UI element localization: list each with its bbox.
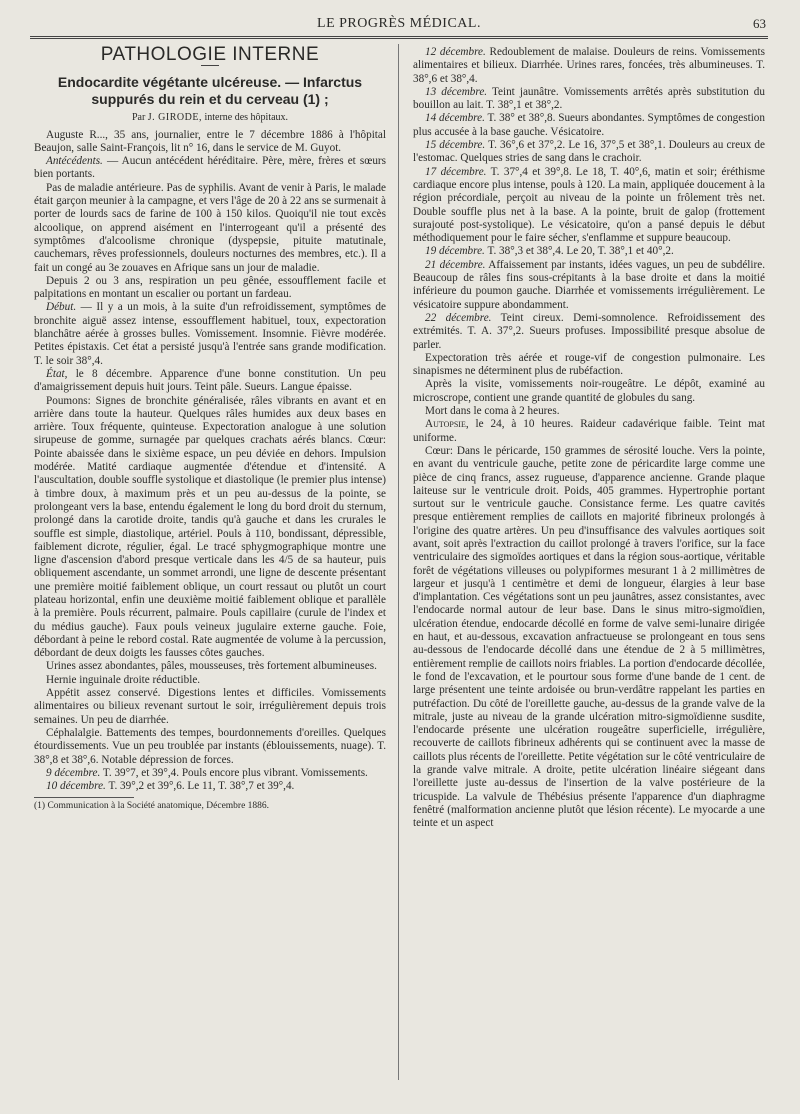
paragraph-text: T. 39°,2 et 39°,6. Le 11, T. 38°,7 et 39°,4.: [105, 780, 295, 793]
paragraph: [34, 301, 386, 367]
article-title: Endocardite végétante ulcéreuse. — Infarctus suppurés du rein et du cerveau (1) ;: [57, 74, 363, 108]
paragraph-lead: 14 décembre.: [425, 112, 485, 125]
paragraph: [413, 352, 765, 379]
left-column: [34, 46, 386, 1082]
paragraph-text: Cœur: Dans le péricarde, 150 grammes de sérosité louche. Vers la pointe, en avant du ventricule gauche, petite zone de péricardite large comme une pièce de cinq francs, assez rugueuse, d'apparence ancienne. Grande plaque laiteuse sur le ventricule droit. Poids, 405 grammes. Hypertrophie portant surtout sur le ventricule gauche. Consistance ferme. Les quatre cavités presque entièrement remplies de caillots en majorité fibrineux prolongés à l'origine des quatre artères. Un peu d'insuffisance des valvules aortiques soit avant, soit après l'extraction du caillot prolongé à travers l'orifice, sur la face ventriculaire des sigmoïdes aortiques et dans la région sous-aortique, véritable forêt de végétations villeuses ou polypiformes mesurant 1 à 2 millimètres de largeur et jusqu'à 1 centimètre et demi de longueur, élargies à leur base d'implantation. Ces végétations sont un peu jaunâtres, assez consistantes, avec l'endocarde normal autour de leur base. Dans le sinus mitro-sigmoïdien, ulcération étendue, endocarde décollé en forme de valve semi-lunaire dirigée en haut, et au-dessous, excavation anfractueuse se prolongeant en tous sens au-dessous de l'endocarde décollé dans une étendue de 2 à 5 millimètres, entièrement remplie de caillots noirs friables. La portion d'endocarde décollée, le fond de l'excavation, et le pourtour sous forme d'une bande de 1 cent. de large présentent une teinte ardoisée ou brun-verdâtre rappelant les parties en putréfaction. Du côté de l'oreillette gauche, au-dessus de la grande valve de la mitrale, juste au niveau de la grande ulcération mitro-sigmoïdienne susdite, l'endocarde présente une ulcération rougeâtre superficielle, irrégulière, recouverte de caillots fibrineux adhérents qui se continuent avec la masse de caillots plus récents de l'oreillette. Petite végétation sur le côté ventriculaire de la grande valve mitrale. A droite, petite ulcération linéaire siégeant dans l'oreillette juste au-dessus de l'insertion de la valve postérieure de la tricuspide. La valvule de Thébésius présente l'apparence d'un diaphragme fenêtré (malformation ancienne plutôt que lésion récente). Le myocarde a une teinte et un aspect: [413, 444, 765, 830]
page-number: 63: [753, 16, 766, 31]
paragraph-text: T. 38°,3 et 38°,4. Le 20, T. 38°,1 et 40°,2.: [484, 245, 674, 258]
paragraph-text: Auguste R..., 35 ans, journalier, entre le 7 décembre 1886 à l'hôpital Beaujon, salle Saint-François, lit n° 16, dans le service de M. Guyot.: [34, 128, 386, 154]
paragraph-text: Teint cireux. Demi-somnolence. Refroidissement des extrémités. T. A. 37°,2. Sueurs profuses. Impossibilité presque absolue de parler.: [413, 311, 765, 351]
footnote: (1) Communication à la Société anatomique, Décembre 1886.: [34, 801, 270, 812]
paragraph-lead: 12 décembre.: [425, 46, 486, 58]
paragraph: [34, 395, 386, 661]
paragraph-lead: 9 décembre.: [46, 766, 101, 779]
right-body: [413, 46, 765, 831]
paragraph: [34, 780, 386, 793]
paragraph: [413, 166, 765, 246]
paragraph-text: Appétit assez conservé. Digestions lentes et difficiles. Vomissements alimentaires ou bilieux revenant surtout le soir, irrégulièrement depuis trois semaines. Un peu de diarrhée.: [34, 687, 386, 726]
paragraph-lead: 21 décembre.: [425, 258, 486, 271]
byline: [34, 111, 386, 124]
paragraph-text: T. 38° et 38°,8. Sueurs abondantes. Symptômes de congestion plus accusée à la base gauche. Vésicatoire.: [413, 112, 765, 138]
paragraph-lead: 10 décembre.: [46, 780, 106, 793]
paragraph: [413, 86, 765, 113]
paragraph-text: T. 39°7, et 39°,4. Pouls encore plus vibrant. Vomissements.: [100, 766, 368, 779]
paragraph-text: le 24, à 10 heures. Raideur cadavérique faible. Teint mat uniforme.: [413, 418, 765, 444]
paragraph-lead: 22 décembre.: [425, 311, 492, 324]
paragraph-text: Céphalalgie. Battements des tempes, bourdonnements d'oreilles. Quelques étourdissements. Vue un peu troublée par instants (éblouissements, nuage). T. 38°,8 et 38°,6. Notable dépression de forces.: [34, 726, 386, 766]
paragraph-text: Redoublement de malaise. Douleurs de reins. Vomissements alimentaires et bilieux. Diarrhée. Urines rares, foncées, très albumineuses. T. 38°,6 et 38°,4.: [413, 46, 765, 85]
paragraph-text: — Aucun antécédent héréditaire. Père, mère, frères et sœurs bien portants.: [34, 155, 386, 181]
paragraph: [34, 129, 386, 156]
page-header: [32, 14, 766, 36]
paragraph-lead: Antécédents.: [46, 155, 103, 168]
paragraph-text: Teint jaunâtre. Vomissements arrêtés après substitution du bouillon au lait. T. 38°,1 et 38°,2.: [413, 85, 765, 112]
paragraph: [413, 378, 765, 405]
paragraph-text: Après la visite, vomissements noir-rougeâtre. Le dépôt, examiné au microscrope, contient une grande quantité de globules du sang.: [413, 378, 765, 404]
paragraph-text: Poumons: Signes de bronchite généralisée, râles vibrants en avant et en arrière dans toute la hauteur. Quelques râles humides aux deux bases en arrière. Toux fréquente, quinteuse. Expectoration analogue à une solution sirupeuse de gomme, surnagée par quelques crachats aérés blancs. Cœur: Pointe abaissée dans le sixième espace, un peu déviée en dehors. Impulsion modérée. Matité cardiaque augmentée d'étendue et d'intensité. A l'auscultation, double souffle systolique et diastolique (le premier plus intense) à timbre doux, à maximum près et un peu au-dessus de la pointe, se prolongeant vers la base, entendu également le long du bord droit du sternum, prolongé dans la carotide droite, tandis qu'à gauche et dans les crurales le souffle est simple, diastolique, artériel. Pouls à 110, bondissant, dépressible, faiblement dicrote, régulier, égal. Le tracé sphygmographique montre une ligne d'ascension d'abord presque verticale dans les 4/5 de sa hauteur, puis obliquement ascendante, un sommet arrondi, une ligne de descente présentant une première moitié faiblement oblique, un court ressaut ou plutôt un court plateau horizontal, enfin une deuxième moitié faiblement oblique et parallèle à la première. Pouls récurrent, palmaire. Pouls capillaire (curule de l'index et du médius gauche). Faux pouls veineux jugulaire externe gauche. Foie, débordant à peine le rebord costal. Rate augmentée de volume à la percussion, débordant de deux doigts les fausses côtes gauches.: [34, 394, 386, 660]
paragraph: [34, 275, 386, 302]
header-rule: [30, 36, 768, 39]
paragraph: [413, 312, 765, 352]
paragraph: [34, 660, 386, 673]
paragraph: [413, 46, 765, 86]
paragraph: [413, 445, 765, 831]
paragraph: [34, 155, 386, 182]
paragraph: [34, 182, 386, 275]
section-rule: [201, 65, 219, 66]
paragraph: [413, 112, 765, 139]
paragraph-lead: 17 décembre.: [425, 165, 487, 178]
paragraph: [34, 767, 386, 780]
paragraph-lead: Début.: [46, 301, 77, 314]
paragraph-text: Pas de maladie antérieure. Pas de syphilis. Avant de venir à Paris, le malade était garçon meunier à la campagne, et vers l'âge de 20 à 22 ans se surmenait à porter de lourds sacs de farine de 100 à 150 kilos. Quoiqu'il nie tout excès alcoolique, on apprend aisément en l'interrogeant qu'il a présenté des symptômes d'alcoolisme chronique (dyspepsie, pituite matutinale, cauchemars, rêves professionnels, douleurs nocturnes des membres, etc.). Il a fait un congé au 3e zouaves en Afrique sans un jour de maladie.: [34, 181, 386, 274]
paragraph: [413, 245, 765, 258]
paragraph: [413, 405, 765, 418]
paragraph-text: Hernie inguinale droite réductible.: [46, 673, 201, 686]
paragraph-lead: 15 décembre.: [425, 139, 486, 152]
paragraph-text: Mort dans le coma à 2 heures.: [425, 405, 560, 418]
paragraph-text: le 8 décembre. Apparence d'une bonne constitution. Un peu d'amaigrissement depuis huit jours. Teint pâle. Sueurs. Langue épaisse.: [34, 367, 386, 394]
paragraph-text: Urines assez abondantes, pâles, mousseuses, très fortement albumineuses.: [46, 660, 377, 673]
paragraph-text: — Il y a un mois, à la suite d'un refroidissement, symptômes de bronchite aiguë assez intense, essoufflement habituel, toux, expectoration blanchâtre aérée à grosses bulles. Vomissement. Insomnie. Fièvre modérée. Petites épistaxis. Cet état a persisté jusqu'à l'entrée sans grande modification. T. le soir 38°,4.: [34, 301, 386, 367]
journal-title: LE PROGRÈS MÉDICAL.: [317, 16, 481, 31]
footnote-separator: [34, 797, 134, 798]
paragraph-text: T. 36°,6 et 37°,2. Le 16, 37°,5 et 38°,1. Douleurs au creux de l'estomac. Quelques stries de sang dans le crachoir.: [413, 139, 765, 165]
paragraph: [413, 418, 765, 445]
left-body: [34, 129, 386, 794]
paragraph-lead: État,: [46, 367, 68, 380]
paragraph: [34, 727, 386, 767]
author-role: interne des hôpitaux.: [204, 112, 289, 124]
paragraph-lead: 13 décembre.: [425, 85, 488, 98]
paragraph: [413, 259, 765, 312]
paragraph-text: Affaissement par instants, idées vagues, un peu de subdélire. Beaucoup de râles fins sous-crépitants à la base droite et dans la moitié inférieure du poumon gauche. Diarrhée et vomissements irrégulièrement. Le vésicatoire suppure abondamment.: [413, 258, 765, 311]
byline-prefix: Par: [131, 112, 146, 124]
paragraph: [34, 368, 386, 395]
paragraph-text: Expectoration très aérée et rouge-vif de congestion pulmonaire. Les sinapismes ne déterminent plus de rubéfaction.: [413, 351, 765, 378]
paragraph-lead: 19 décembre.: [425, 245, 485, 258]
right-column: [413, 46, 765, 1086]
paragraph: [34, 687, 386, 727]
section-heading: PATHOLOGIE INTERNE: [100, 46, 320, 65]
paragraph-text: Depuis 2 ou 3 ans, respiration un peu gênée, essoufflement facile et palpitations en montant un escalier ou portant un fardeau.: [34, 274, 386, 301]
paragraph-text: T. 37°,4 et 39°,8. Le 18, T. 40°,6, matin et soir; éréthisme cardiaque encore plus intense, pouls à 120. La main, appliquée doucement à la région précordiale, perçoit au niveau de la pointe un frôlement très net. Double souffle plus net à la base. A la pointe, bruit de galop (frottement surajouté post-systolique). Le vésicatoire, qu'on a pansé depuis le début méthodiquement pour le faire sécher, s'enflamme et suppure beaucoup.: [413, 165, 765, 245]
column-divider: [398, 44, 399, 1080]
paragraph-lead: Autopsie,: [425, 418, 469, 431]
paragraph: [413, 139, 765, 166]
paragraph: [34, 674, 386, 687]
author-name: J. GIRODE,: [147, 112, 202, 124]
